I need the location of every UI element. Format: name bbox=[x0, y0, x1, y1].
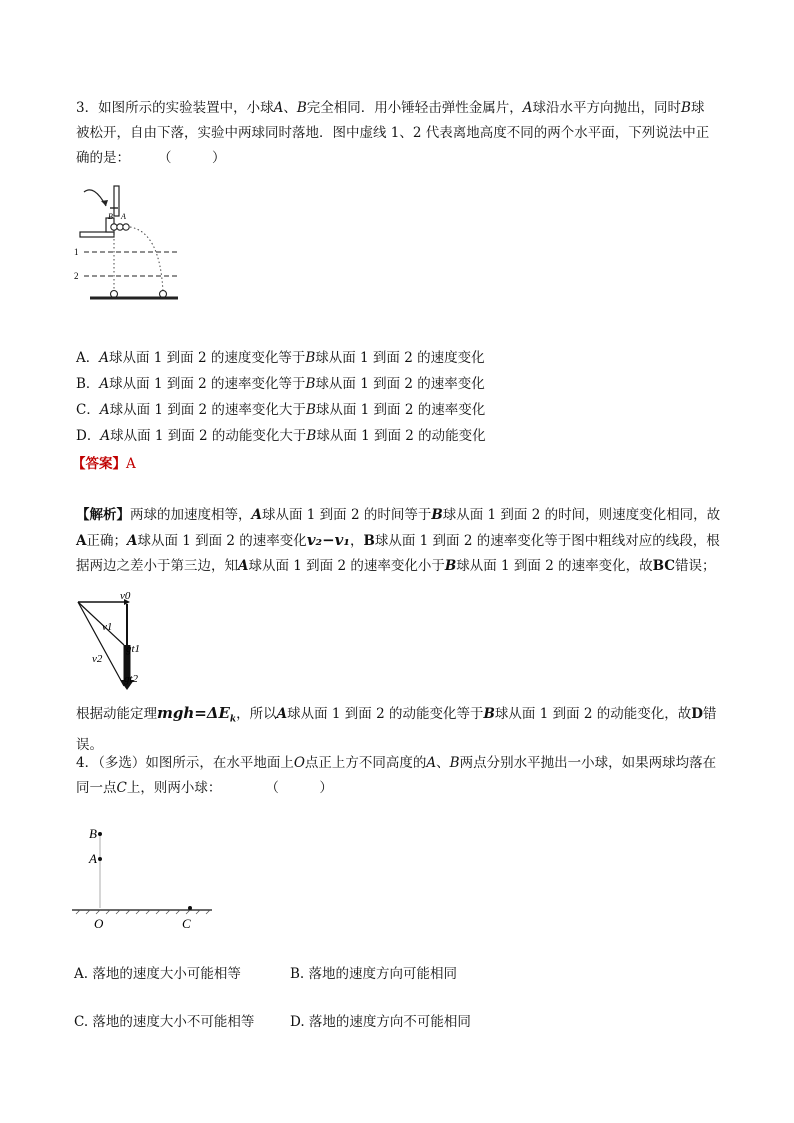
velocity-vector-figure bbox=[74, 590, 154, 692]
label-a: A bbox=[89, 851, 97, 866]
q3-apparatus-figure bbox=[70, 180, 185, 312]
answer-blank: （ ） bbox=[265, 780, 333, 796]
answer-label: 【答案】 bbox=[72, 456, 126, 472]
question-3-stem: 3．如图所示的实验装置中，小球A、B完全相同．用小锤轻击弹性金属片，A球沿水平方向抛出，同时B球被松开，自由下落，实验中两球同时落地．图中虚线 1、2 代表离地高度不同的两个水平面，下列说法中正确的是： （ ） bbox=[76, 100, 710, 166]
q4-option-c: C. 落地的速度大小不可能相等 bbox=[74, 1014, 255, 1030]
q4-option-b: B. 落地的速度方向可能相同 bbox=[290, 966, 458, 982]
analysis-paragraph-2: 根据动能定理$mgh=\Delta E_k$，所以A球从面 1 到面 2 的动能变化等于B球从面 1 到面 2 的动能变化，故D错误。 bbox=[76, 704, 717, 753]
label-a: A bbox=[121, 212, 126, 221]
label-b: B bbox=[89, 826, 97, 841]
question-number: 3． bbox=[76, 100, 99, 116]
support-bar bbox=[80, 232, 114, 237]
label-v1: v1 bbox=[102, 621, 113, 633]
label-v2: v2 bbox=[92, 653, 103, 665]
formula-energy-theorem: mgh=ΔE bbox=[157, 704, 230, 722]
analysis-paragraph-1: 【解析】两球的加速度相等，A球从面 1 到面 2 的时间等于B球从面 1 到面 2 的时间，则速度变化相同，故A正确；A球从面 1 到面 2 的速率变化v₂−v₁，B球从面 1 到面 2 的速率变化等于图中粗线对应的线段，根据两边之差小于第三边，知A球从面 1 到面 2 的速率变化小于B球从面 1 到面 2 的速率变化，故BC错误； bbox=[76, 507, 721, 574]
option-b: B．A球从面 1 到面 2 的速率变化等于B球从面 1 到面 2 的速率变化 bbox=[76, 376, 485, 392]
label-b: B bbox=[108, 212, 113, 221]
label-o: O bbox=[94, 916, 104, 931]
v2-vector bbox=[78, 602, 124, 686]
arrow-head-icon bbox=[101, 200, 108, 206]
label-c: C bbox=[182, 916, 191, 931]
option-a: A．A球从面 1 到面 2 的速度变化等于B球从面 1 到面 2 的速度变化 bbox=[76, 350, 485, 366]
ball-b bbox=[111, 224, 117, 230]
question-number: 4． bbox=[76, 755, 99, 771]
answer-value: A bbox=[126, 456, 136, 472]
question-4-stem: 4．（多选）如图所示，在水平地面上O点正上方不同高度的A、B两点分别水平抛出一小球，如果两球均落在同一点C上，则两小球： （ ） bbox=[76, 755, 717, 796]
formula-v2-minus-v1: v₂−v₁ bbox=[306, 531, 350, 549]
q4-projectile-figure bbox=[72, 822, 217, 934]
answer-line bbox=[72, 452, 136, 472]
ball-a bbox=[117, 224, 123, 230]
q4-option-d: D. 落地的速度方向不可能相同 bbox=[290, 1014, 471, 1030]
option-d: D．A球从面 1 到面 2 的动能变化大于B球从面 1 到面 2 的动能变化 bbox=[76, 428, 486, 444]
label-gt2: gt2 bbox=[124, 673, 139, 685]
trajectory-a bbox=[130, 227, 163, 292]
point-b bbox=[98, 832, 102, 836]
answer-blank: （ ） bbox=[158, 150, 226, 166]
landed-ball-b bbox=[111, 291, 118, 298]
point-a bbox=[98, 857, 102, 861]
landed-ball-a bbox=[160, 291, 167, 298]
option-c: C．A球从面 1 到面 2 的速率变化大于B球从面 1 到面 2 的速率变化 bbox=[76, 402, 486, 418]
metal-plate bbox=[114, 186, 119, 216]
line-label-2: 2 bbox=[74, 271, 79, 281]
ball-extra bbox=[123, 224, 129, 230]
q4-option-a: A. 落地的速度大小可能相等 bbox=[74, 966, 241, 982]
label-v0: v0 bbox=[120, 590, 131, 602]
line-label-1: 1 bbox=[74, 247, 79, 257]
v1-vector bbox=[78, 602, 124, 645]
label-gt1: gt1 bbox=[126, 643, 141, 655]
analysis-label: 【解析】 bbox=[76, 507, 130, 523]
hammer-arrow bbox=[84, 190, 106, 206]
